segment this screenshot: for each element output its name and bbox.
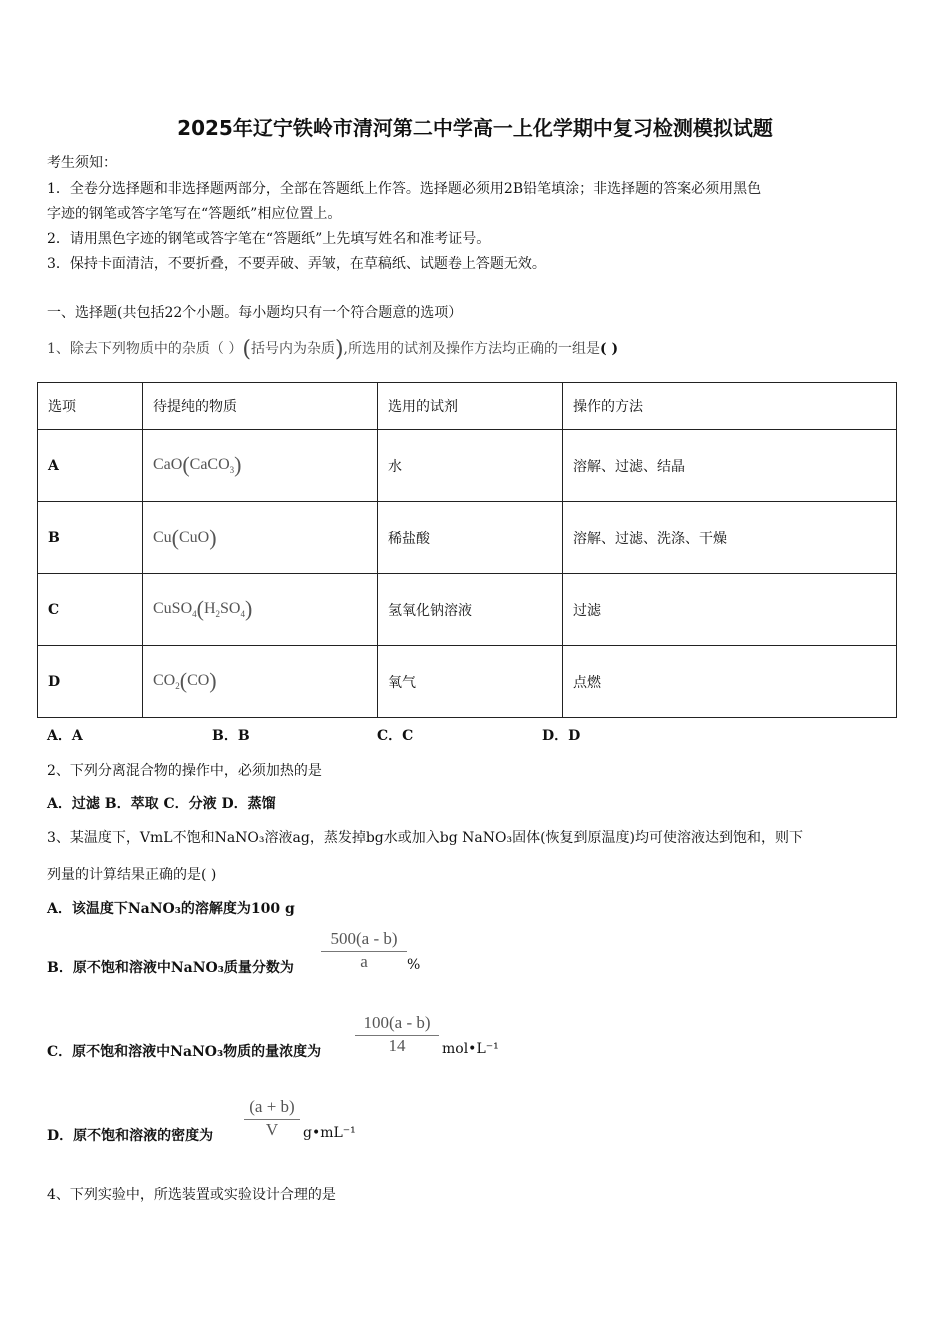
impurity-subscript: 2 [215,609,221,620]
impurity-formula: CaCO [189,455,230,473]
table-row [38,646,897,718]
impurity-formula: CuO [179,528,210,546]
substance-main: CuSO [153,599,193,617]
q1-suffix: ,所选用的试剂及操作方法均正确的一组是 [343,341,600,357]
substance-main: Cu [153,528,172,546]
q3-option-d-fraction [244,1097,300,1140]
notice-item-2: 2．请用黑色字迹的钢笔或答字笔在“答题纸”上先填写姓名和准考证号。 [47,231,491,247]
row-option: B [38,502,143,574]
notice-item-1-line-1: 1．全卷分选择题和非选择题两部分，全部在答题纸上作答。选择题必须用2B铅笔填涂；非选择题的答案必须用黑色 [47,181,762,197]
q3-option-d [47,1125,213,1145]
q1-open-paren: ( [242,337,251,362]
substance-main: CO [153,671,176,689]
section-heading: 一、选择题(共包括22个小题。每小题均只有一个符合题意的选项） [47,305,463,321]
q3-option-d-text: D．原不饱和溶液的密度为 [47,1128,214,1144]
notice-item-1-line-2: 字迹的钢笔或答字笔写在“答题纸”相应位置上。 [47,206,342,222]
row-method: 点燃 [563,646,897,718]
q1-close-paren: ) [334,337,344,362]
substance-subscript: 4 [192,609,197,620]
choice-b: B．B [212,728,250,744]
question-3-stem-line-2: 列量的计算结果正确的是( ) [47,867,217,883]
row-option: A [38,430,143,502]
q3-option-c [47,1041,321,1061]
row-substance: $CuSO_4(H_2SO_4)$ [143,574,378,646]
substance-main: CaO [153,455,183,473]
table-row [38,574,897,646]
fraction-numerator: (a + b) [249,1097,295,1116]
q3-option-b-unit: % [407,957,421,973]
row-reagent: 稀盐酸 [378,502,563,574]
row-option: C [38,574,143,646]
choice-a: A．A [47,728,83,744]
notice-heading: 考生须知： [47,155,117,171]
row-reagent: 水 [378,430,563,502]
impurity-subscript: 3 [229,465,235,476]
impurity-subscript-tail: 4 [240,609,245,620]
row-method: 溶解、过滤、结晶 [563,430,897,502]
table-row [38,430,897,502]
impurity-formula: CO [187,671,210,689]
q3-option-b-fraction [321,929,407,972]
row-substance: $CO_2(CO)$ [143,646,378,718]
choice-d: D．D [542,728,581,744]
row-substance: Cu(CuO) [143,502,378,574]
question-2-choices: A．过滤 B．萃取 C．分液 D．蒸馏 [47,796,276,812]
choice-c: C．C [377,728,414,744]
q3-option-c-fraction [355,1013,439,1056]
row-reagent: 氢氧化钠溶液 [378,574,563,646]
q1-blank: ( ) [600,341,619,357]
fraction-numerator: 100(a - b) [363,1013,431,1032]
question-1-stem [47,337,619,362]
question-4-stem: 4、下列实验中，所选装置或实验设计合理的是 [47,1187,336,1203]
substance-subscript: 2 [175,681,180,692]
fraction-numerator: 500(a - b) [330,929,398,948]
q1-prefix: 1、除去下列物质中的杂质（ ） [47,341,243,357]
q1-paren-note: 括号内为杂质 [250,341,335,357]
q1-options-table [37,382,897,718]
q3-option-a-text: A．该温度下NaNO₃的溶解度为100 g [47,901,295,917]
header-method: 操作的方法 [563,383,897,430]
q3-option-c-unit: mol•L⁻¹ [442,1041,499,1057]
row-reagent: 氧气 [378,646,563,718]
fraction-denominator: a [360,952,368,971]
q3-option-a [47,898,295,918]
q3-option-c-text: C．原不饱和溶液中NaNO₃物质的量浓度为 [47,1044,322,1060]
impurity-formula-tail: SO [220,599,241,617]
row-substance: CaO(CaCO$_3$) [143,430,378,502]
row-method: 过滤 [563,574,897,646]
notice-item-3: 3．保持卡面清洁，不要折叠，不要弄破、弄皱，在草稿纸、试题卷上答题无效。 [47,256,546,272]
row-option: D [38,646,143,718]
q3-option-b [47,957,294,977]
question-2-stem: 2、下列分离混合物的操作中，必须加热的是 [47,763,322,779]
question-3-stem-line-1: 3、某温度下，VmL不饱和NaNO₃溶液ag，蒸发掉bg水或加入bg NaNO₃固体(恢复到原温度)均可使溶液达到饱和，则下 [47,830,803,846]
impurity-formula: H [203,599,216,617]
header-reagent: 选用的试剂 [378,383,563,430]
page-title: 2025年辽宁铁岭市清河第二中学高一上化学期中复习检测模拟试题 [177,116,773,140]
q3-option-d-unit: g•mL⁻¹ [303,1125,356,1141]
header-substance: 待提纯的物质 [143,383,378,430]
fraction-denominator: 14 [388,1036,406,1055]
q3-option-b-text: B．原不饱和溶液中NaNO₃质量分数为 [47,960,294,976]
header-option: 选项 [38,383,143,430]
table-header-row [38,383,897,430]
row-method: 溶解、过滤、洗涤、干燥 [563,502,897,574]
fraction-denominator: V [265,1120,279,1139]
table-row [38,502,897,574]
